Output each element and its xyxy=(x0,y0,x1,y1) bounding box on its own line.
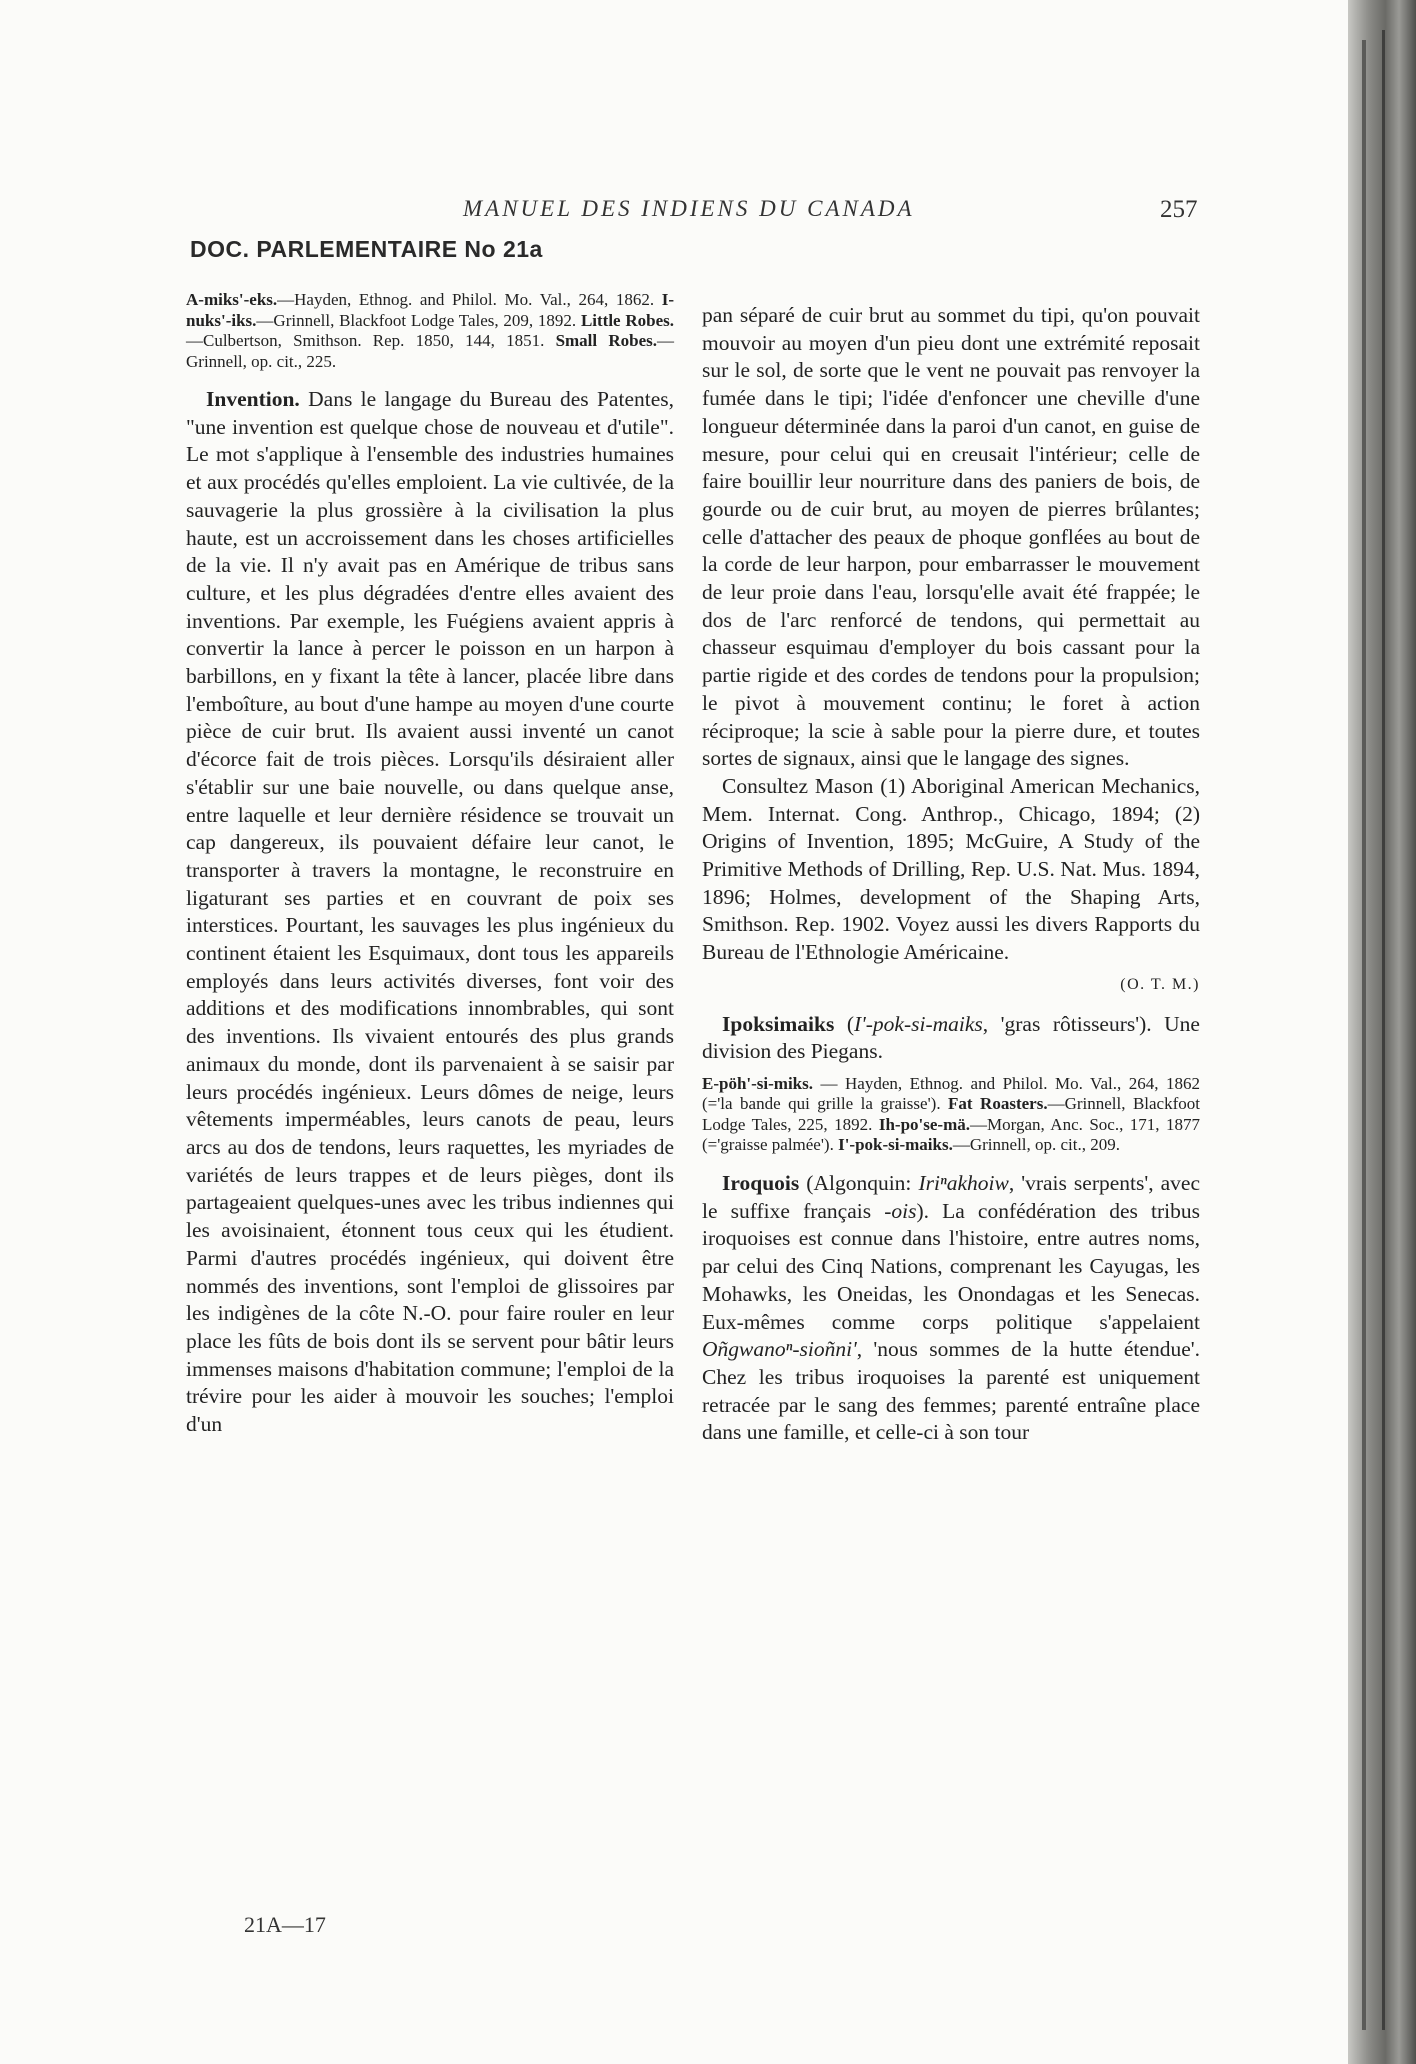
iroquois-entry xyxy=(702,1170,1200,1447)
entry-text: ( xyxy=(834,1011,854,1036)
entry-native-term: Iriⁿakhoiw xyxy=(918,1170,1009,1195)
synonym-name: A-miks'-eks. xyxy=(186,290,278,309)
entry-native-term: Oñgwanoⁿ-sioñni' xyxy=(702,1337,857,1362)
page-number: 257 xyxy=(1160,196,1198,223)
synonym-name: Fat Roasters. xyxy=(948,1094,1048,1114)
synonym-name: Little Robes. xyxy=(580,310,674,330)
entry-headword: Ipoksimaiks xyxy=(722,1011,835,1036)
ipoksimaiks-entry xyxy=(702,1011,1200,1066)
entry-text: ). La confédération des tribus iroquoises est connue dans l'histoire, entre autres noms, par celui des Cinq Nations, comprenant les Cayugas, les Mohawks, les Oneidas, les Onondagas et les Senecas. Eux-mêmes comme corps politique s'appelaient xyxy=(702,1198,1200,1334)
entry-text: (Algonquin: xyxy=(799,1170,919,1195)
synonym-citation: —Morgan, Anc. Soc., 171, 1877 (='graisse palmée'). xyxy=(702,1114,1200,1155)
synonymy-entry xyxy=(702,1074,1200,1156)
invention-body: Dans le langage du Bureau des Patentes, "une invention est quelque chose de nouveau et d'utile". Le mot s'applique à l'ensemble des industries humaines et aux procédés qu'elles emploient. La vie cultivée, de la sauvagerie la plus grossière à la civilisation la plus haute, est un accroissement dans les choses artificielles de la vie. Il n'y avait pas en Amérique de tribus sans culture, et les plus dégradées d'entre elles avaient des inventions. Par exemple, les Fuégiens avaient appris à convertir la lance à percer le poisson en un harpon à barbillons, en y fixant la tête à lancer, placée libre dans l'emboîture, au bout d'une hampe au moyen d'une courte pièce de cuir brut. Ils avaient aussi inventé un canot d'écorce fait de trois pièces. Lorsqu'ils désiraient aller s'établir sur une baie nouvelle, ou dans quelque anse, entre laquelle et leur dernière résidence se trouvait un cap dangereux, ils pouvaient défaire leur canot, le transporter à travers la montagne, le reconstruire en ligaturant ses parties et en couvrant de poix ses interstices. Pourtant, les sauvages les plus ingénieux du continent étaient les Esquimaux, dont tous les appareils employés dans leurs activités diverses, font voir des additions et des modifications innombrables, qui sont des inventions. Ils vivaient entourés des plus grands animaux du monde, dont ils parvenaient à se saisir par leurs procédés ingénieux. Leurs dômes de neige, leurs vêtements imperméables, leurs canots de peau, leurs arcs au dos de tendons, leurs raquettes, les myriades de variétés de leurs trappes et de leurs pièges, dont ils partageaient quelques-unes avec les tribus indiennes qui les avoisinaient, étonnent tous ceux qui les étudient. Parmi d'autres procédés ingénieux, qui doivent être nommés des inventions, sont l'emploi de glissoires par les indigènes de la côte N.-O. pour faire rouler en leur place les fûts de bois dont ils se servent pour bâtir leurs immenses maisons d'habitation commune; l'emploi de la trévire pour les aider à mouvoir les souches; l'emploi d'un xyxy=(186,387,674,1437)
right-column xyxy=(702,302,1200,1447)
author-signature: (O. T. M.) xyxy=(1120,975,1200,993)
entry-text: , 'vrais serpents', avec le suffixe français xyxy=(702,1170,1201,1223)
invention-article xyxy=(186,386,674,1439)
synonym-citation: —Grinnell, Blackfoot Lodge Tales, 209, 1892. xyxy=(256,310,581,330)
synonym-name: I'-pok-si-maiks. xyxy=(838,1135,953,1155)
entry-text: , 'nous sommes de la hutte étendue'. Chez les tribus iroquoises la parenté est uniquement retracée par le sang des femmes; parenté entraîne place dans une famille, et celle-ci à son tour xyxy=(702,1337,1200,1445)
synonym-name: E-pöh'-si-miks. xyxy=(702,1073,813,1093)
entry-native-term: I'-pok-si-maiks xyxy=(854,1011,983,1036)
invention-continuation: pan séparé de cuir brut au sommet du tipi, qu'on pouvait mouvoir au moyen d'un pieu dont une extrémité reposait sur le sol, de sorte que le vent ne pouvait pas renvoyer la fumée dans le tipi; l'idée d'enfoncer une cheville d'une longueur déterminée dans la paroi d'un canot, en guise de mesure, pour celui qui en creusait l'intérieur; celle de faire bouillir leur nourriture dans des paniers de bois, de gourde ou de cuir brut, au moyen de pierres brûlantes; celle d'attacher des peaux de phoque gonflées au bout de la corde de leur harpon, pour embarrasser le mouvement de leur proie dans l'eau, lorsqu'elle avait été frappée; le dos de l'arc renforcé de tendons, qui permettait au chasseur esquimau d'employer du bois cassant pour la partie rigide et des cordes de tendons pour la propulsion; le pivot à mouvement continu; le foret à action réciproque; la scie à sable pour la pierre dure, et toutes sortes de signaux, ainsi que le langage des signes. xyxy=(702,303,1200,771)
running-head: MANUEL DES INDIENS DU CANADA xyxy=(463,196,915,221)
synonym-citation: —Grinnell, Blackfoot Lodge Tales, 225, 1892. xyxy=(702,1094,1200,1134)
entry-suffix: -ois xyxy=(884,1198,917,1223)
document-header: DOC. PARLEMENTAIRE No 21a xyxy=(190,236,543,262)
entry-headword: Invention. xyxy=(206,387,300,411)
book-spine-edge xyxy=(1348,0,1416,2064)
synonym-name: Ih-po'se-mä. xyxy=(878,1114,970,1134)
left-column xyxy=(186,290,674,1439)
synonym-citation: — Hayden, Ethnog. and Philol. Mo. Val., 264, 1862 (='la bande qui grille la graisse'). xyxy=(702,1073,1200,1114)
synonym-citation: —Grinnell, op. cit., 209. xyxy=(952,1135,1121,1155)
synonymy-entry xyxy=(186,290,674,372)
synonym-name: I-nuks'-iks. xyxy=(186,290,674,330)
references-paragraph: Consultez Mason (1) Aboriginal American Mechanics, Mem. Internat. Cong. Anthrop., Chicago, 1894; (2) Origins of Invention, 1895; McGuire, A Study of the Primitive Methods of Drilling, Rep. U.S. Nat. Mus. 1894, 1896; Holmes, development of the Shaping Arts, Smithson. Rep. 1902. Voyez aussi les divers Rapports du Bureau de l'Ethnologie Américaine. xyxy=(702,773,1200,965)
synonym-citation: —Hayden, Ethnog. and Philol. Mo. Val., 264, 1862. xyxy=(277,290,662,309)
synonym-citation: —Grinnell, op. cit., 225. xyxy=(186,331,674,371)
synonym-citation: —Culbertson, Smithson. Rep. 1850, 144, 1851. xyxy=(186,331,556,350)
synonym-name: Small Robes. xyxy=(555,331,657,350)
entry-text: , 'gras rôtisseurs'). Une division des Piegans. xyxy=(702,1011,1200,1064)
entry-headword: Iroquois xyxy=(722,1170,800,1195)
signature-mark: 21A—17 xyxy=(244,1912,326,1937)
